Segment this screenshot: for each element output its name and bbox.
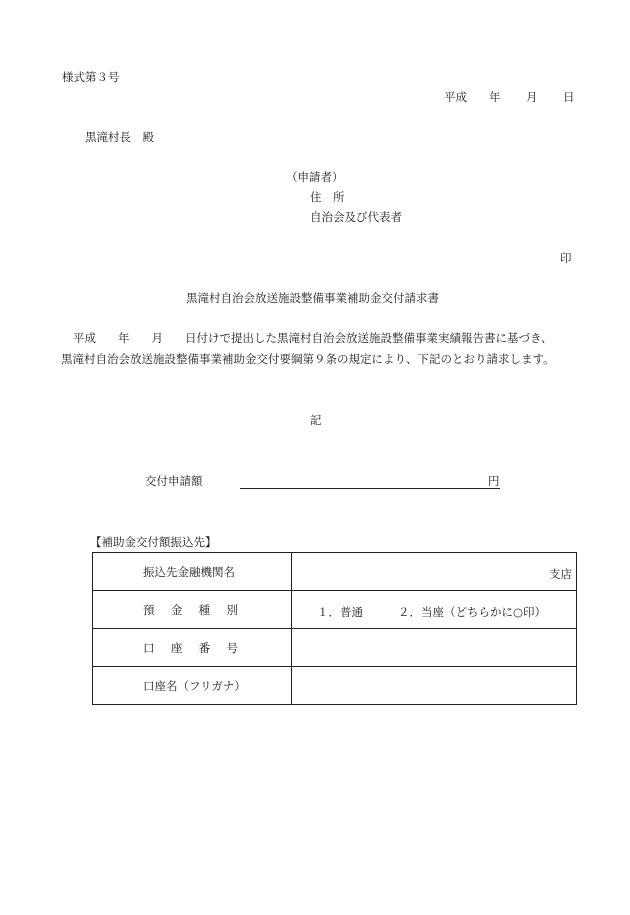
ki-mark: 記 <box>310 413 322 427</box>
body-year: 年 <box>118 331 130 345</box>
table-row <box>93 667 577 705</box>
form-number: 様式第３号 <box>62 70 120 84</box>
amount-underline[interactable] <box>240 488 500 489</box>
option-ordinary[interactable]: １．普通 <box>317 605 363 619</box>
bank-table <box>92 552 577 705</box>
branch-suffix: 支店 <box>549 567 572 581</box>
seal-mark: 印 <box>560 251 572 265</box>
date-day: 日 <box>563 90 575 104</box>
bank-name-field[interactable] <box>292 553 577 591</box>
body-line-2: 黒滝村自治会放送施設整備事業補助金交付要綱第９条の規定により、下記のとおり請求します。 <box>61 352 555 366</box>
addressee: 黒滝村長 殿 <box>85 130 154 144</box>
applicant-rep-label: 自治会及び代表者 <box>310 210 402 224</box>
deposit-type-label: 預 金 種 別 <box>93 591 292 629</box>
body-line-1 <box>73 333 553 345</box>
document-title: 黒滝村自治会放送施設整備事業補助金交付請求書 <box>186 291 439 305</box>
amount-unit: 円 <box>488 474 500 488</box>
table-row <box>93 591 577 629</box>
date-month: 月 <box>526 90 538 104</box>
bank-heading: 【補助金交付額振込先】 <box>90 535 217 549</box>
table-row <box>93 629 577 667</box>
body-era: 平成 <box>73 331 96 345</box>
amount-label: 交付申請額 <box>145 474 203 488</box>
date-year: 年 <box>489 90 501 104</box>
body-month: 月 <box>151 331 163 345</box>
table-row <box>93 553 577 591</box>
applicant-heading: （申請者） <box>286 170 344 184</box>
applicant-address-label: 住 所 <box>310 190 345 204</box>
account-number-label: 口 座 番 号 <box>93 629 292 667</box>
account-name-field[interactable] <box>292 667 577 705</box>
option-current[interactable]: ２．当座（どちらかに○印） <box>398 605 547 619</box>
body-rest: 日付けで提出した黒滝村自治会放送施設整備事業実績報告書に基づき、 <box>185 331 553 345</box>
date-era: 平成 <box>444 90 467 104</box>
account-name-label: 口座名（フリガナ） <box>93 667 292 705</box>
account-number-field[interactable] <box>292 629 577 667</box>
deposit-type-field[interactable] <box>292 591 577 629</box>
bank-name-label: 振込先金融機関名 <box>93 553 292 591</box>
